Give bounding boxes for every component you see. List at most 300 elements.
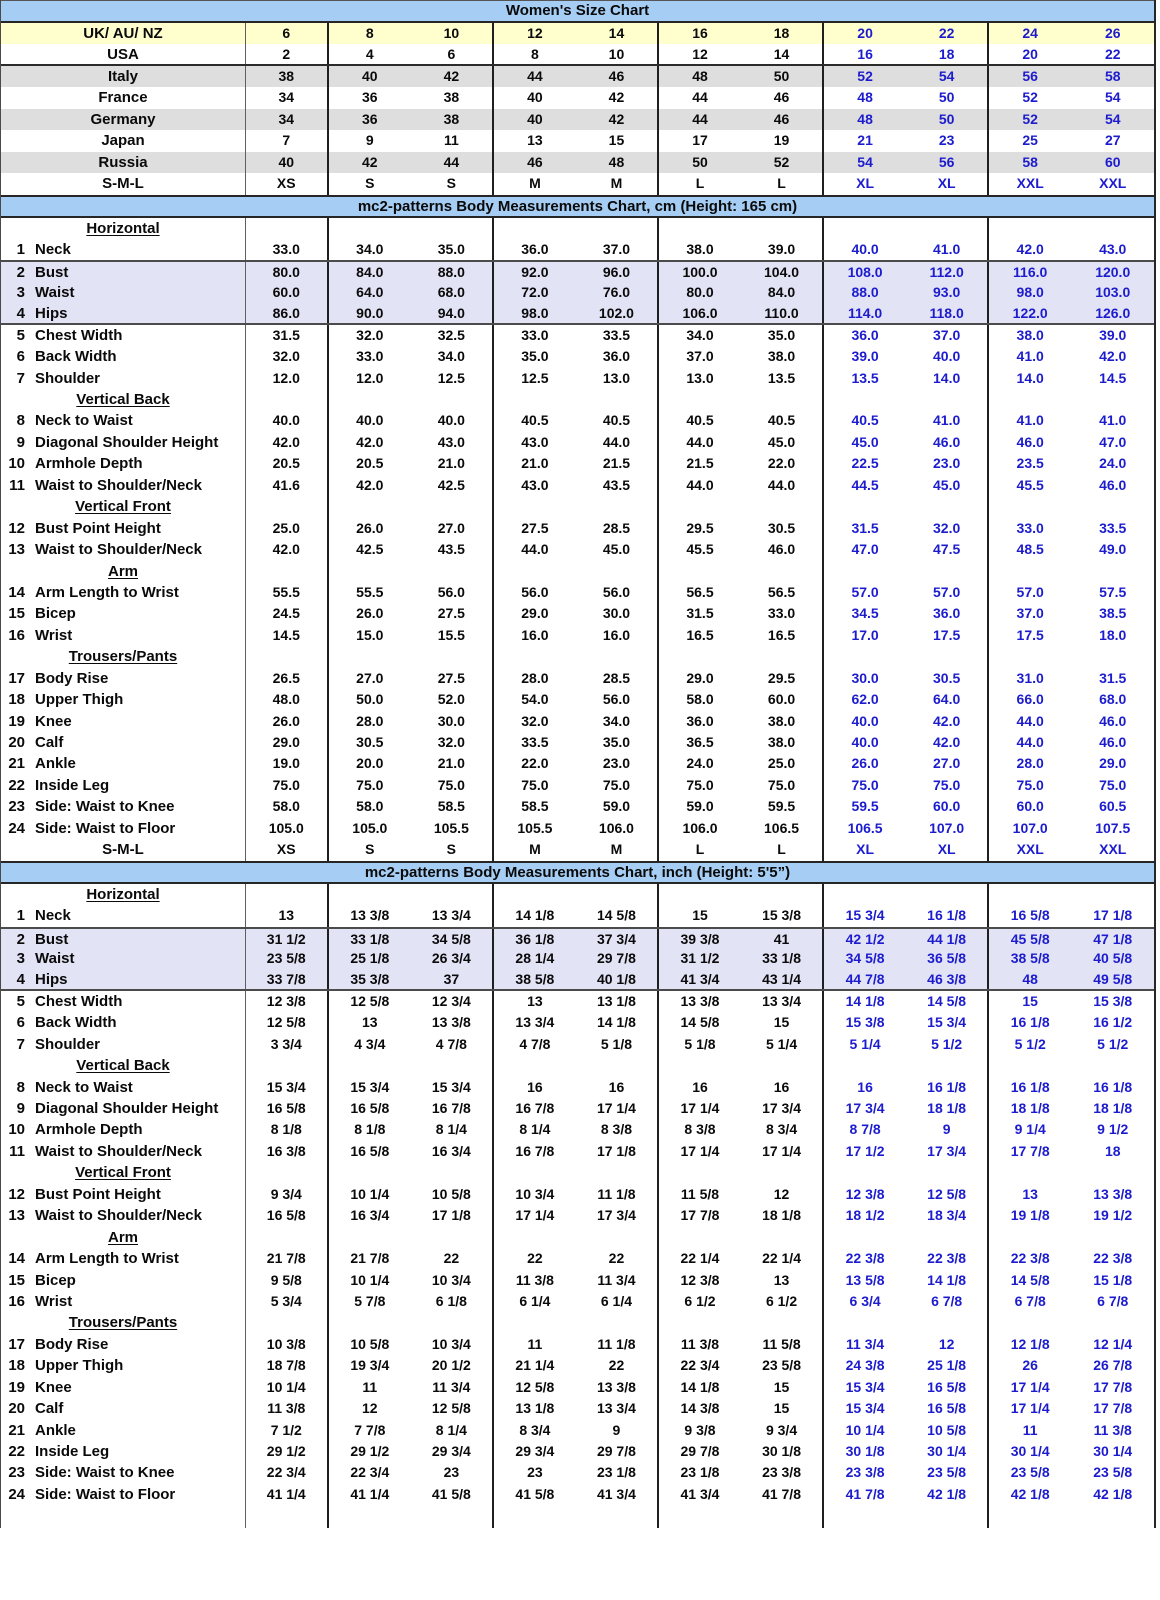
measurement-value: 40.5	[851, 412, 879, 429]
measurement-value	[246, 1162, 329, 1183]
measurement-value	[741, 1227, 824, 1248]
measurement-value: 42 1/2	[845, 930, 885, 947]
measurement-value: 92.0	[521, 264, 549, 281]
table-row	[1, 1420, 1154, 1441]
measurement-value: 22 3/4	[246, 1462, 329, 1483]
measurement-value: 43.0	[1099, 240, 1127, 257]
measurement-value: 20.5	[246, 453, 329, 474]
measurement-name: Inside Leg	[35, 776, 110, 794]
measurement-value: 16 5/8	[906, 1398, 989, 1419]
measurement-value: 6 1/2	[684, 1292, 716, 1309]
table-row	[1, 991, 1154, 1012]
measurement-value: 14.0	[906, 368, 989, 389]
size-value: XL	[906, 173, 989, 194]
measurement-value: 19 1/8	[1010, 1207, 1050, 1224]
measurement-value: 41 5/8	[515, 1485, 555, 1502]
measurement-value: 18	[1104, 1142, 1121, 1159]
measurement-value	[576, 1312, 659, 1333]
measurement-value: 120.0	[1095, 264, 1131, 281]
row-number: 2	[16, 930, 25, 948]
row-number: 3	[16, 949, 25, 967]
measurement-value: 9	[576, 1420, 659, 1441]
row-number: 17	[8, 1335, 25, 1353]
size-value: 36	[362, 89, 378, 106]
size-value: M	[529, 175, 541, 192]
measurement-value: 41 3/4	[680, 971, 720, 988]
measurement-value: 12.0	[356, 369, 384, 386]
table-row	[1, 711, 1154, 732]
measurement-value: 43.0	[411, 432, 494, 453]
measurement-value: 72.0	[521, 283, 549, 300]
measurement-value: 29 1/2	[246, 1441, 329, 1462]
size-value: 25	[1022, 132, 1038, 149]
measurement-value: 22 1/4	[680, 1250, 720, 1267]
measurement-value: 40.5	[576, 410, 659, 431]
measurement-value: 13.0	[576, 368, 659, 389]
size-value: 48	[857, 110, 873, 127]
measurement-value: 22	[527, 1250, 543, 1267]
table-row	[1, 496, 1154, 517]
measurement-value: 48.5	[1016, 541, 1044, 558]
row-number: 8	[16, 412, 25, 430]
measurement-value: 20.5	[356, 455, 384, 472]
measurement-value: 42.0	[246, 432, 329, 453]
measurement-value: 9 3/8	[684, 1421, 716, 1438]
measurement-name: Waist	[35, 949, 75, 967]
measurement-value: 75.0	[1016, 776, 1044, 793]
measurement-value	[329, 1312, 412, 1333]
size-value: 4	[365, 46, 374, 63]
measurement-value	[1071, 884, 1154, 905]
table-row	[1, 818, 1154, 839]
section-header-label: Horizontal	[86, 885, 160, 903]
table-row	[1, 775, 1154, 796]
measurement-value: 23.5	[1016, 455, 1044, 472]
measurement-value: 39.0	[1099, 326, 1127, 343]
measurement-value	[906, 1055, 989, 1076]
size-value: 58	[1022, 153, 1038, 170]
size-value: M	[529, 841, 541, 858]
measurement-value: 44 7/8	[845, 971, 885, 988]
measurement-value: 29 3/4	[411, 1441, 494, 1462]
row-label: S-M-L	[1, 173, 246, 194]
empty-cell	[824, 1505, 907, 1528]
measurement-value	[329, 1162, 412, 1183]
measurement-name: Diagonal Shoulder Height	[35, 1100, 219, 1117]
measurement-value: 13 3/8	[411, 1012, 494, 1033]
table-row	[1, 1291, 1154, 1312]
measurement-value: 9 3/4	[246, 1184, 329, 1205]
size-value: 12	[527, 25, 543, 41]
measurement-value	[576, 884, 659, 905]
measurement-value: 44 1/8	[906, 929, 989, 948]
measurement-value: 40.0	[246, 410, 329, 431]
row-label	[1, 582, 246, 603]
measurement-value: 21 1/4	[515, 1357, 555, 1374]
table-row	[1, 1205, 1154, 1226]
size-value: 24	[1022, 25, 1038, 41]
measurement-value: 32.0	[246, 346, 329, 367]
measurement-value: 13.5	[851, 369, 879, 386]
measurement-value: 12 3/8	[845, 1185, 885, 1202]
measurement-value: 98.0	[1016, 283, 1044, 300]
measurement-value: 17 3/4	[576, 1205, 659, 1226]
measurement-value: 5 1/2	[1014, 1035, 1046, 1052]
row-number: 6	[16, 1014, 25, 1032]
measurement-value: 25 1/8	[906, 1355, 989, 1376]
measurement-name: Upper Thigh	[35, 1357, 124, 1375]
size-value: 38	[411, 87, 494, 108]
table-row	[1, 1462, 1154, 1483]
size-value: 50	[906, 109, 989, 130]
measurement-value: 16.0	[576, 625, 659, 646]
measurement-value: 14.5	[246, 625, 329, 646]
table-row	[1, 1377, 1154, 1398]
measurement-value: 75.0	[576, 775, 659, 796]
measurement-value: 17 3/4	[741, 1098, 824, 1119]
measurement-value: 29 1/2	[350, 1443, 390, 1459]
measurement-value: 33.0	[741, 603, 824, 624]
measurement-value: 38.0	[741, 346, 824, 367]
measurement-value: 12.0	[246, 368, 329, 389]
measurement-value: 16	[741, 1077, 824, 1098]
size-value: 9	[365, 132, 374, 149]
measurement-value: 11 1/8	[576, 1184, 659, 1205]
size-value: 48	[692, 67, 708, 84]
measurement-value: 52.0	[411, 689, 494, 710]
row-label	[1, 1441, 246, 1462]
measurement-name: Ankle	[35, 755, 76, 773]
measurement-value: 8 1/4	[519, 1121, 551, 1138]
section-header	[1, 1162, 246, 1183]
size-conversion-chart	[1, 0, 1154, 195]
size-value: 7	[246, 130, 329, 151]
measurement-value: 14 1/8	[680, 1378, 720, 1395]
measurement-value: 42.0	[1016, 240, 1044, 257]
measurement-value: 17 1/4	[576, 1098, 659, 1119]
measurement-name: Bust Point Height	[35, 519, 161, 537]
measurement-value: 23 1/8	[680, 1464, 720, 1481]
measurement-value: 13	[741, 1270, 824, 1291]
empty-cell	[989, 1505, 1072, 1528]
measurement-value: 32.0	[906, 518, 989, 539]
measurement-value: 22.0	[741, 453, 824, 474]
size-value: 46	[527, 153, 543, 170]
measurement-value: 7 7/8	[354, 1421, 386, 1438]
measurement-value: 12 3/4	[411, 991, 494, 1012]
measurement-value: 25 1/8	[350, 949, 390, 966]
measurement-value: 57.0	[1016, 583, 1044, 600]
measurement-value	[659, 1312, 742, 1333]
measurement-value: 19 1/2	[1093, 1207, 1133, 1224]
measurement-value: 5 1/8	[576, 1034, 659, 1055]
measurement-value: 19 3/4	[350, 1357, 390, 1374]
cm-chart-rows	[1, 218, 1154, 861]
measurement-name: Bust Point Height	[35, 1185, 161, 1203]
table-row	[1, 152, 1154, 173]
measurement-value	[906, 496, 989, 517]
measurement-value: 27.0	[356, 669, 384, 686]
measurement-value: 31.5	[686, 605, 714, 622]
size-value: M	[576, 173, 659, 194]
measurement-value: 49.0	[1099, 541, 1127, 558]
measurement-value: 26.5	[246, 668, 329, 689]
measurement-value: 6 1/8	[411, 1291, 494, 1312]
measurement-value: 57.0	[906, 582, 989, 603]
size-value: 56	[1022, 67, 1038, 84]
measurement-value: 31.0	[1016, 669, 1044, 686]
measurement-value: 8 1/8	[246, 1119, 329, 1140]
measurement-value: 15	[741, 1398, 824, 1419]
measurement-value: 15 3/4	[906, 1012, 989, 1033]
measurement-value: 12.5	[521, 369, 549, 386]
table-row	[1, 927, 1154, 948]
measurement-value: 27.5	[411, 668, 494, 689]
measurement-value	[1071, 646, 1154, 667]
table-row	[1, 1441, 1154, 1462]
measurement-value: 22.0	[521, 755, 549, 772]
row-label: France	[1, 87, 246, 108]
table-row	[1, 1034, 1154, 1055]
measurement-value	[989, 389, 1072, 410]
measurement-value: 45.5	[686, 541, 714, 558]
measurement-value: 22 3/8	[1010, 1250, 1050, 1267]
measurement-value: 75.0	[851, 776, 879, 793]
measurement-value: 122.0	[1012, 305, 1048, 322]
size-value: S	[411, 839, 494, 860]
measurement-value: 16 3/4	[350, 1207, 390, 1224]
measurement-value	[246, 1312, 329, 1333]
measurement-value: 56.5	[686, 583, 714, 600]
measurement-value: 126.0	[1095, 305, 1131, 322]
measurement-value: 80.0	[686, 283, 714, 300]
measurement-value: 6 7/8	[1014, 1292, 1046, 1309]
size-value: 40	[527, 110, 543, 127]
measurement-value: 33 1/8	[741, 948, 824, 969]
measurement-value: 34.0	[686, 326, 714, 343]
measurement-value: 38.0	[741, 711, 824, 732]
measurement-value: 42.0	[906, 711, 989, 732]
row-label	[1, 753, 246, 774]
empty-cell	[659, 1505, 742, 1528]
measurement-value: 40.5	[741, 410, 824, 431]
measurement-value: 22 3/8	[906, 1248, 989, 1269]
measurement-value: 29 7/8	[680, 1443, 720, 1459]
row-number: 11	[9, 1142, 25, 1160]
size-value: XL	[856, 175, 875, 192]
size-value: 40	[527, 89, 543, 106]
measurement-value: 16 1/8	[1010, 1014, 1050, 1031]
measurement-value: 38.0	[741, 732, 824, 753]
measurement-value: 21.0	[411, 453, 494, 474]
measurement-value: 16 1/8	[906, 1077, 989, 1098]
measurement-value: 29 7/8	[576, 1441, 659, 1462]
measurement-value: 33 1/8	[350, 930, 390, 947]
measurement-value: 60.0	[906, 796, 989, 817]
measurement-value: 14 3/8	[680, 1400, 720, 1417]
size-value: 50	[741, 66, 824, 87]
measurement-value: 9 1/4	[1014, 1121, 1046, 1138]
measurement-value: 104.0	[741, 262, 824, 281]
measurement-value: 38.0	[686, 240, 714, 257]
measurement-value: 14.0	[1016, 369, 1044, 386]
measurement-value: 40.0	[411, 410, 494, 431]
measurement-value: 32.0	[356, 326, 384, 343]
measurement-value	[741, 389, 824, 410]
table-row	[1, 453, 1154, 474]
row-label	[1, 969, 246, 988]
measurement-value: 40.0	[356, 412, 384, 429]
measurement-value: 17 1/4	[680, 1100, 720, 1116]
size-value: 18	[906, 44, 989, 63]
measurement-value: 38.5	[1099, 605, 1127, 622]
measurement-value	[824, 1227, 907, 1248]
row-label	[1, 1205, 246, 1226]
measurement-value: 21.0	[521, 455, 549, 472]
measurement-value: 13	[246, 905, 329, 926]
table-row	[1, 282, 1154, 303]
measurement-value	[906, 389, 989, 410]
table-row	[1, 561, 1154, 582]
measurement-value: 80.0	[246, 262, 329, 281]
measurement-value	[246, 561, 329, 582]
measurement-value: 14 5/8	[680, 1014, 720, 1031]
measurement-value: 106.0	[576, 818, 659, 839]
row-label	[1, 1462, 246, 1483]
measurement-value: 15 3/8	[845, 1014, 885, 1031]
row-number: 19	[8, 1378, 25, 1396]
measurement-value: 14 1/8	[576, 1012, 659, 1033]
section-header	[1, 1312, 246, 1333]
measurement-value: 23 5/8	[1093, 1464, 1133, 1481]
measurement-name: Back Width	[35, 348, 117, 366]
measurement-name: Waist to Shoulder/Neck	[35, 476, 202, 494]
table-row	[1, 1227, 1154, 1248]
measurement-value: 28.0	[521, 669, 549, 686]
measurement-value	[494, 218, 577, 239]
section-header	[1, 1227, 246, 1248]
measurement-value: 16.5	[741, 625, 824, 646]
measurement-value: 37 3/4	[576, 929, 659, 948]
row-number: 21	[8, 755, 25, 773]
measurement-value: 55.5	[246, 582, 329, 603]
measurement-value: 47 1/8	[1093, 930, 1133, 947]
measurement-value: 45.0	[851, 433, 879, 450]
section-header-label: Arm	[107, 562, 138, 580]
measurement-value: 60.0	[1016, 798, 1044, 815]
measurement-value: 105.0	[246, 818, 329, 839]
table-row	[1, 173, 1154, 194]
row-number: 5	[16, 992, 25, 1010]
size-value: 18	[741, 23, 824, 44]
row-label	[1, 1398, 246, 1419]
measurement-value: 30 1/4	[1093, 1443, 1133, 1459]
measurement-value: 107.0	[906, 818, 989, 839]
measurement-value	[411, 218, 494, 239]
measurement-value: 16 7/8	[515, 1100, 555, 1116]
measurement-value: 16 1/8	[1093, 1078, 1133, 1095]
table-row	[1, 109, 1154, 130]
measurement-value	[411, 646, 494, 667]
measurement-name: Neck to Waist	[35, 412, 133, 430]
size-value: 13	[527, 132, 543, 149]
size-value: 60	[1104, 153, 1121, 170]
row-label: Russia	[1, 152, 246, 173]
section-header-label: Arm	[107, 1228, 138, 1246]
size-value: 14	[741, 44, 824, 63]
measurement-value: 17 1/8	[576, 1141, 659, 1162]
measurement-value: 11 3/8	[680, 1335, 720, 1352]
measurement-name: Hips	[35, 305, 68, 323]
measurement-value: 27.0	[906, 753, 989, 774]
measurement-value: 8 3/4	[741, 1119, 824, 1140]
measurement-value: 75.0	[686, 776, 714, 793]
size-value: 27	[1104, 132, 1121, 149]
table-row	[1, 1055, 1154, 1076]
row-number: 24	[8, 819, 25, 837]
row-label	[1, 689, 246, 710]
row-label	[1, 1141, 246, 1162]
measurement-value	[659, 1227, 742, 1248]
measurement-name: Bust	[35, 930, 69, 948]
measurement-value: 14 5/8	[1010, 1271, 1050, 1288]
measurement-value: 35.0	[741, 325, 824, 346]
row-label: S-M-L	[1, 839, 246, 860]
row-number: 19	[8, 712, 25, 730]
measurement-value: 21.5	[576, 453, 659, 474]
measurement-value	[659, 646, 742, 667]
measurement-value: 107.0	[1012, 819, 1048, 836]
measurement-value: 5 1/8	[684, 1035, 716, 1052]
table-row	[1, 518, 1154, 539]
table-row	[1, 1162, 1154, 1183]
row-label: Germany	[1, 109, 246, 130]
measurement-value: 13 3/8	[576, 1377, 659, 1398]
measurement-value: 29.0	[521, 605, 549, 622]
measurement-value: 30 1/4	[1010, 1443, 1050, 1459]
measurement-value: 22	[576, 1248, 659, 1269]
measurement-value: 8 7/8	[849, 1121, 881, 1138]
measurement-value: 12 3/8	[680, 1271, 720, 1288]
measurement-value: 33.5	[521, 734, 549, 750]
measurement-name: Side: Waist to Floor	[35, 819, 176, 837]
row-label	[1, 539, 246, 560]
row-label	[1, 346, 246, 367]
measurement-value: 13 3/4	[515, 1014, 555, 1031]
inch-chart-rows	[1, 884, 1154, 1529]
measurement-value: 33.0	[521, 326, 549, 343]
measurement-value: 34 5/8	[411, 929, 494, 948]
size-value: 46	[741, 87, 824, 108]
row-label	[1, 1119, 246, 1140]
measurement-value: 56.0	[521, 583, 549, 600]
row-label	[1, 603, 246, 624]
section-header-label: Vertical Back	[76, 1057, 170, 1075]
measurement-value: 41 3/4	[680, 1485, 720, 1502]
table-row	[1, 1398, 1154, 1419]
measurement-value: 4 3/4	[354, 1035, 386, 1052]
measurement-value: 41.0	[1099, 412, 1127, 429]
measurement-value	[659, 1162, 742, 1183]
measurement-value: 15 3/4	[350, 1078, 390, 1095]
measurement-value: 11 3/8	[1093, 1421, 1132, 1438]
measurement-name: Ankle	[35, 1421, 76, 1439]
measurement-name: Arm Length to Wrist	[35, 1250, 179, 1268]
measurement-value: 30.0	[851, 669, 879, 686]
measurement-value: 13 3/4	[576, 1398, 659, 1419]
row-number: 22	[8, 1443, 25, 1460]
table-row	[1, 66, 1154, 87]
